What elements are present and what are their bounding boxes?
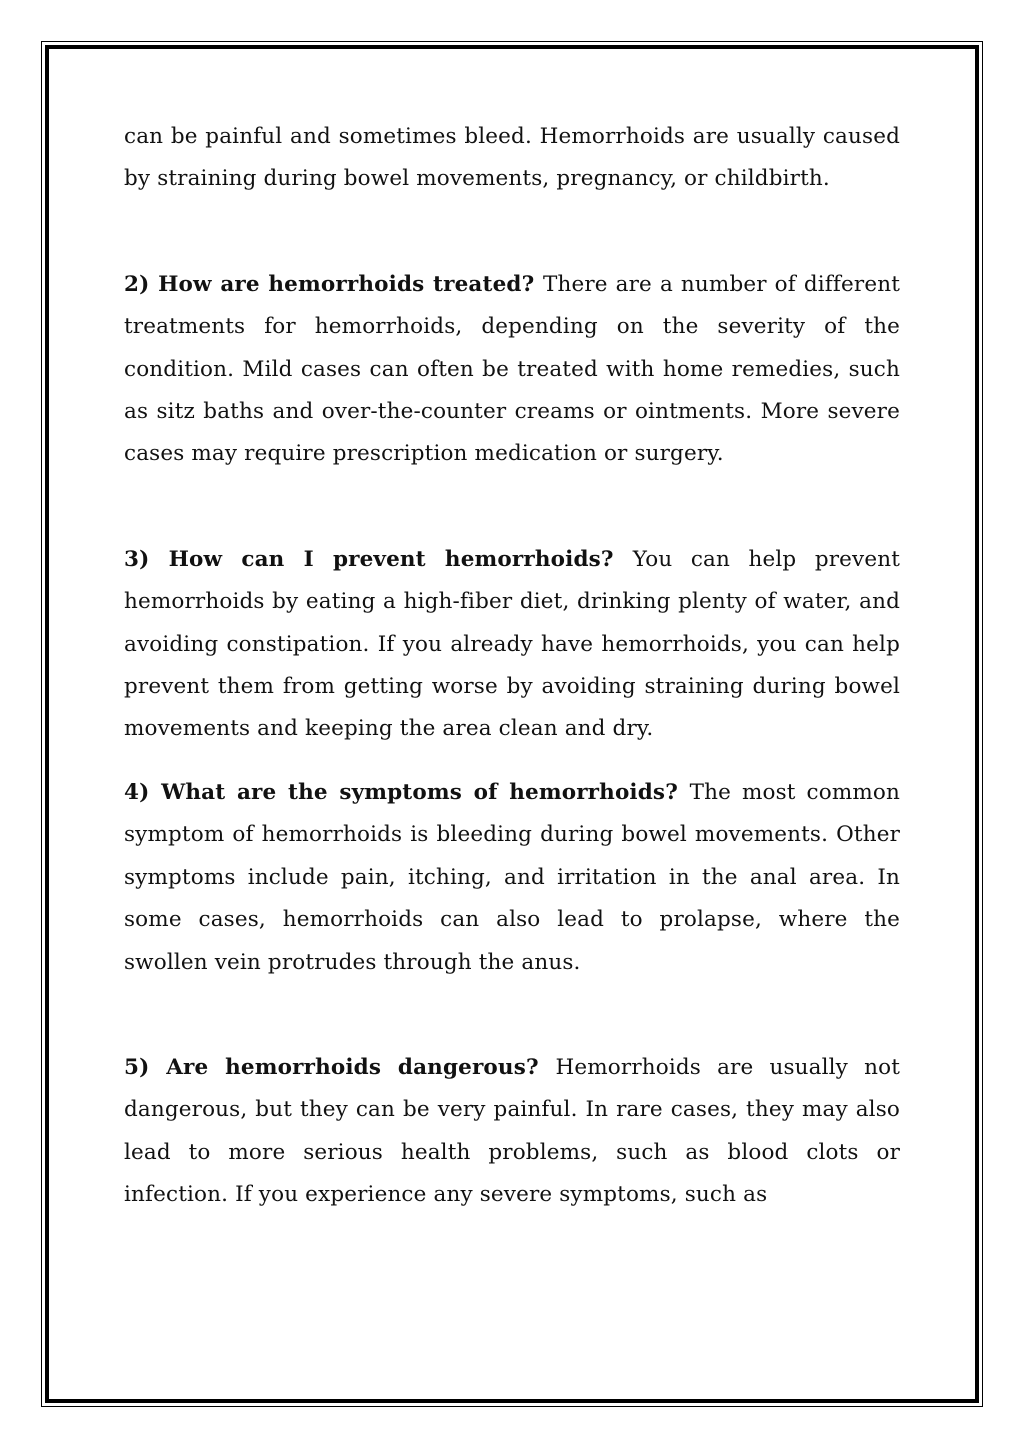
faq-question: 4) What are the symptoms of hemorrhoids? [124,779,690,805]
faq-question: 5) Are hemorrhoids dangerous? [124,1054,556,1080]
faq-answer: Hemorrhoids are usually not dangerous, but they can be very painful. In rare cases, they may also lead to more serious health problems, such as blood clots or infection. If you experience any severe symptoms, such as [124,1054,900,1208]
paragraph-text: can be painful and sometimes bleed. Hemorrhoids are usually caused by straining during bowel movements, pregnancy, or childbirth. [124,124,900,192]
document-body [124,116,900,1217]
faq-answer: The most common symptom of hemorrhoids is bleeding during bowel movements. Other symptoms include pain, itching, and irritation in the anal area. In some cases, hemorrhoids can also lead to prolapse, where the swollen vein protrudes through the anus. [124,779,900,975]
faq-paragraph-treatment [124,264,900,476]
faq-paragraph-prevention [124,539,900,751]
faq-paragraph-symptoms [124,772,900,984]
faq-paragraph-danger [124,1047,900,1217]
faq-question: 2) How are hemorrhoids treated? [124,271,543,297]
faq-answer: You can help prevent hemorrhoids by eating a high-fiber diet, drinking plenty of water, and avoiding constipation. If you already have hemorrhoids, you can help prevent them from getting worse by avoiding straining during bowel movements and keeping the area clean and dry. [124,546,900,742]
faq-answer: There are a number of different treatments for hemorrhoids, depending on the severity of the condition. Mild cases can often be treated with home remedies, such as sitz baths and over-the-counter creams or ointments. More severe cases may require prescription medication or surgery. [124,271,900,467]
faq-question: 3) How can I prevent hemorrhoids? [124,546,633,572]
paragraph-continuation [124,116,900,201]
